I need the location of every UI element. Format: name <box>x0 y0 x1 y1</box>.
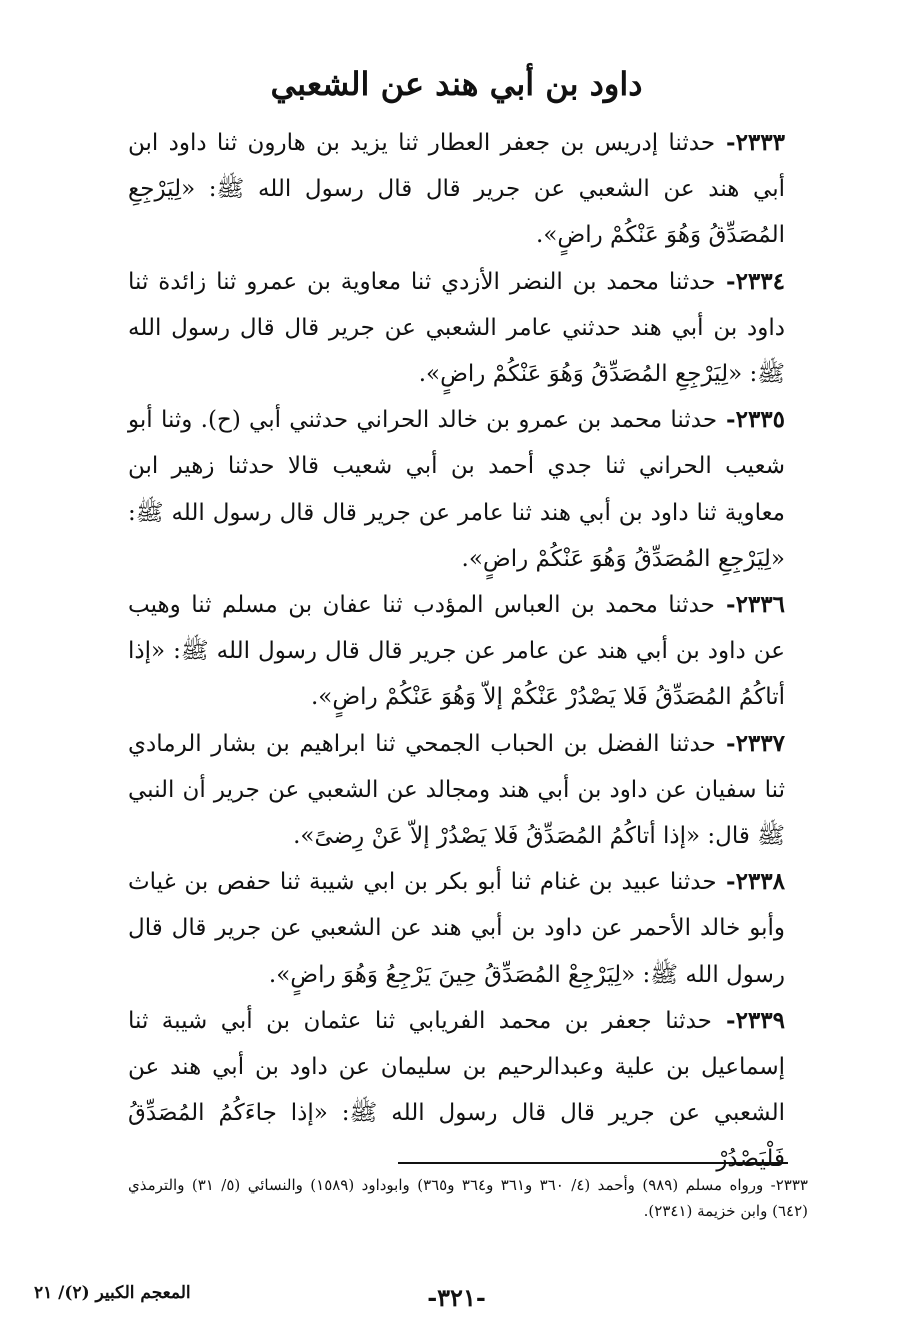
hadith-body <box>128 120 785 1183</box>
hadith-2336: ٢٣٣٦- حدثنا محمد بن العباس المؤدب ثنا عفان بن مسلم ثنا وهيب عن داود بن أبي هند عن عامر عن جرير قال قال رسول الله ﷺ: «إذا أتاكُمُ المُصَدِّقُ فَلا يَصْدُرْ عَنْكُمْ إلاّ وَهُوَ عَنْكُمْ راضٍ». <box>128 591 785 711</box>
hadith-2339: ٢٣٣٩- حدثنا جعفر بن محمد الفريابي ثنا عثمان بن أبي شيبة ثنا إسماعيل بن علية وعبدالرحيم بن سليمان عن داود بن أبي هند عن الشعبي عن جرير قال قال رسول الله ﷺ: «إذا جاءَكُمُ المُصَدِّقُ فَلْيَصْدُرْ <box>128 1006 785 1173</box>
hadith-2334: ٢٣٣٤- حدثنا محمد بن النضر الأزدي ثنا معاوية بن عمرو ثنا زائدة ثنا داود بن أبي هند حدثني عامر الشعبي عن جرير قال قال رسول الله ﷺ: «لِيَرْجِعِ المُصَدِّقُ وَهُوَ عَنْكُمْ راضٍ». <box>128 267 785 388</box>
hadith-2337: ٢٣٣٧- حدثنا الفضل بن الحباب الجمحي ثنا ابراهيم بن بشار الرمادي ثنا سفيان عن داود بن أبي هند ومجالد عن الشعبي عن جرير أن النبي ﷺ قال: «إذا أتاكُمُ المُصَدِّقُ فَلا يَصْدُرْ إلاّ عَنْ رِضىً». <box>128 729 785 850</box>
hadith-number: ٢٣٣٥ <box>735 406 786 434</box>
hadith-text: حدثنا عبيد بن غنام ثنا أبو بكر بن ابي شيبة ثنا حفص بن غياث وأبو خالد الأحمر عن داود بن أبي هند عن الشعبي عن جرير قال قال رسول الله ﷺ: «لِيَرْجِعْ المُصَدِّقُ حِينَ يَرْجِعُ وَهُوَ راضٍ». <box>128 869 785 988</box>
footnote-divider <box>398 1162 788 1164</box>
hadith-number: ٢٣٣٦ <box>735 591 785 619</box>
hadith-2338: ٢٣٣٨- حدثنا عبيد بن غنام ثنا أبو بكر بن ابي شيبة ثنا حفص بن غياث وأبو خالد الأحمر عن داود بن أبي هند عن الشعبي عن جرير قال قال رسول الله ﷺ: «لِيَرْجِعْ المُصَدِّقُ حِينَ يَرْجِعُ وَهُوَ راضٍ». <box>128 868 785 988</box>
hadith-number: ٢٣٣٨ <box>735 868 785 896</box>
hadith-text: حدثنا إدريس بن جعفر العطار ثنا يزيد بن هارون ثنا داود ابن أبي هند عن الشعبي عن جرير قال قال رسول الله ﷺ: «لِيَرْجِعِ المُصَدِّقُ وَهُوَ عَنْكُمْ راضٍ». <box>128 130 785 249</box>
page-title: داود بن أبي هند عن الشعبي <box>270 65 643 103</box>
hadith-2335: ٢٣٣٥- حدثنا محمد بن عمرو بن خالد الحراني حدثني أبي (ح). وثنا أبو شعيب الحراني ثنا جدي أحمد بن أبي شعيب قالا حدثنا زهير ابن معاوية ثنا داود بن أبي هند ثنا عامر عن جرير قال قال رسول الله ﷺ: «لِيَرْجِعِ المُصَدِّقُ وَهُوَ عَنْكُمْ راضٍ». <box>128 406 786 572</box>
book-reference: المعجم الكبير (٢)/ ٢١ <box>34 1283 191 1303</box>
footnote: ٢٣٣٣- ورواه مسلم (٩٨٩) وأحمد (٤/ ٣٦٠ و٣٦١ و٣٦٤ و٣٦٥) وابوداود (١٥٨٩) والنسائي (٥/ ٣١) والترمذي (٦٤٢) وابن خزيمة (٢٣٤١). <box>128 1176 808 1220</box>
hadith-text: حدثنا محمد بن النضر الأزدي ثنا معاوية بن عمرو ثنا زائدة ثنا داود بن أبي هند حدثني عامر الشعبي عن جرير قال قال رسول الله ﷺ: «لِيَرْجِعِ المُصَدِّقُ وَهُوَ عَنْكُمْ راضٍ». <box>128 268 785 388</box>
page-number: -٣٢١- <box>427 1283 486 1312</box>
hadith-number: ٢٣٣٤ <box>735 267 785 295</box>
hadith-number: ٢٣٣٧ <box>735 729 785 757</box>
hadith-text: حدثنا محمد بن العباس المؤدب ثنا عفان بن مسلم ثنا وهيب عن داود بن أبي هند عن عامر عن جرير قال قال رسول الله ﷺ: «إذا أتاكُمُ المُصَدِّقُ فَلا يَصْدُرْ عَنْكُمْ إلاّ وَهُوَ عَنْكُمْ راضٍ». <box>128 592 785 711</box>
hadith-2333: ٢٣٣٣- حدثنا إدريس بن جعفر العطار ثنا يزيد بن هارون ثنا داود ابن أبي هند عن الشعبي عن جرير قال قال رسول الله ﷺ: «لِيَرْجِعِ المُصَدِّقُ وَهُوَ عَنْكُمْ راضٍ». <box>128 129 785 249</box>
hadith-text: حدثنا جعفر بن محمد الفريابي ثنا عثمان بن أبي شيبة ثنا إسماعيل بن علية وعبدالرحيم بن سليمان عن داود بن أبي هند عن الشعبي عن جرير قال قال رسول الله ﷺ: «إذا جاءَكُمُ المُصَدِّقُ فَلْيَصْدُرْ <box>128 1007 785 1173</box>
hadith-number: ٢٣٣٩ <box>735 1006 785 1034</box>
hadith-text: حدثنا الفضل بن الحباب الجمحي ثنا ابراهيم بن بشار الرمادي ثنا سفيان عن داود بن أبي هند ومجالد عن الشعبي عن جرير أن النبي ﷺ قال: «إذا أتاكُمُ المُصَدِّقُ فَلا يَصْدُرْ إلاّ عَنْ رِضىً». <box>128 730 785 850</box>
hadith-text: حدثنا محمد بن عمرو بن خالد الحراني حدثني أبي (ح). وثنا أبو شعيب الحراني ثنا جدي أحمد بن أبي شعيب قالا حدثنا زهير ابن معاوية ثنا داود بن أبي هند ثنا عامر عن جرير قال قال رسول الله ﷺ: «لِيَرْجِعِ المُصَدِّقُ وَهُوَ عَنْكُمْ راضٍ». <box>128 407 785 572</box>
hadith-number: ٢٣٣٣ <box>735 129 785 156</box>
